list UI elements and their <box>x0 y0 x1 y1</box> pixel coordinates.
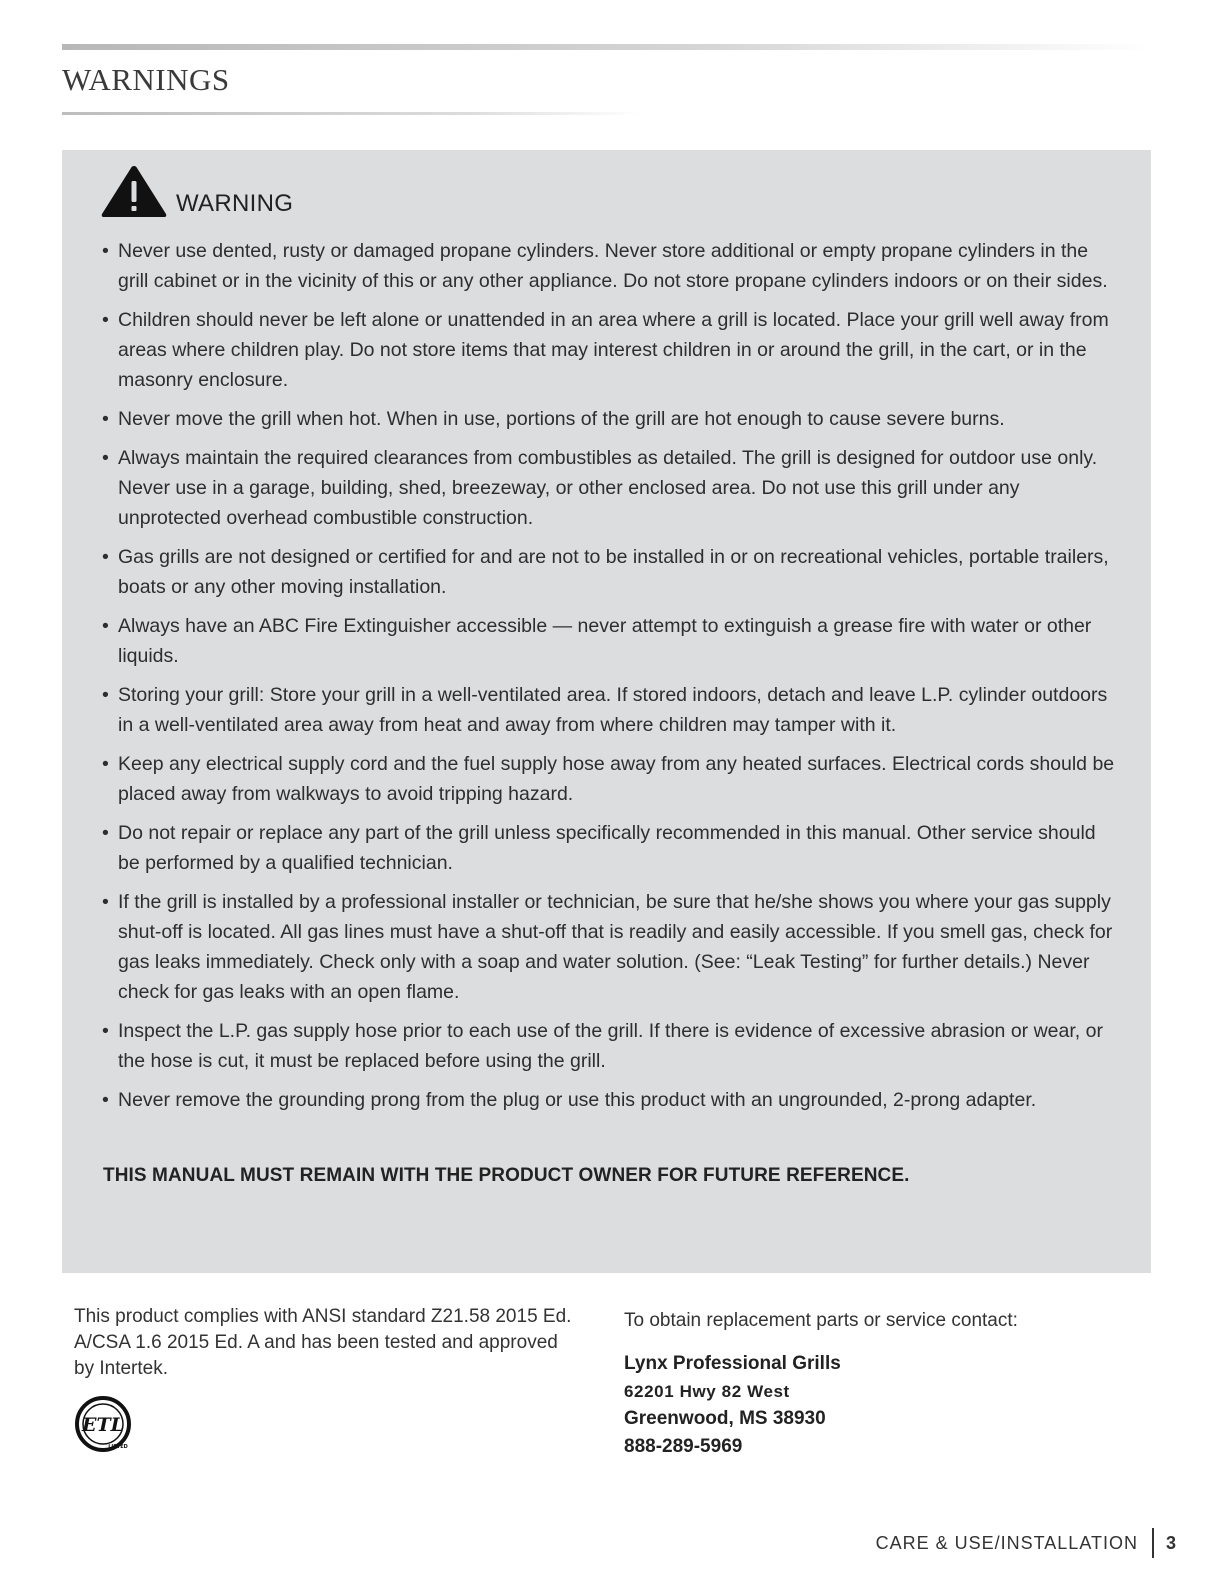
address-line-2: Greenwood, MS 38930 <box>624 1408 826 1429</box>
etl-logo-text: ETL <box>82 1414 124 1436</box>
footer <box>876 1528 1176 1558</box>
address-line-1: 62201 Hwy 82 West <box>624 1381 790 1401</box>
page-number: 3 <box>1165 1532 1176 1553</box>
list-item: • Never move the grill when hot. When in use, portions of the grill are hot enough to cause severe burns. <box>102 404 1122 434</box>
list-item: • Keep any electrical supply cord and the fuel supply hose away from any heated surfaces. Electrical cords should be placed away from walkways to avoid tripping hazard. <box>102 749 1122 809</box>
compliance-text: This product complies with ANSI standard Z21.58 2015 Ed. A/CSA 1.6 2015 Ed. A and has been tested and approved by Intertek. <box>74 1306 572 1379</box>
list-item: • Never remove the grounding prong from the plug or use this product with an ungrounded, 2-prong adapter. <box>102 1085 1122 1115</box>
list-item: • If the grill is installed by a professional installer or technician, be sure that he/she shows you where your gas supply shut-off is located. All gas lines must have a shut-off that is readily and easily accessible. If you smell gas, check for gas leaks immediately. Check only with a soap and water solution. (See: “Leak Testing” for further details.) Never check for gas leaks with an open flame. <box>102 887 1122 1007</box>
page-title: WARNINGS <box>62 62 230 97</box>
manual-note: THIS MANUAL MUST REMAIN WITH THE PRODUCT OWNER FOR FUTURE REFERENCE. <box>103 1165 910 1186</box>
warning-triangle-icon <box>100 164 168 218</box>
phone-number: 888-289-5969 <box>624 1435 743 1457</box>
etl-listed-icon <box>74 1395 132 1453</box>
footer-section: CARE & USE/INSTALLATION <box>875 1532 1138 1553</box>
top-rule <box>62 44 1152 50</box>
contact-intro: To obtain replacement parts or service contact: <box>624 1310 1018 1331</box>
list-item: • Inspect the L.P. gas supply hose prior to each use of the grill. If there is evidence of excessive abrasion or wear, or the hose is cut, it must be replaced before using the grill. <box>102 1016 1122 1076</box>
contact-block <box>624 1350 841 1460</box>
etl-logo-subtext: LISTED <box>108 1444 128 1450</box>
warning-box <box>62 150 1151 1273</box>
list-item: • Always have an ABC Fire Extinguisher accessible — never attempt to extinguish a grease fire with water or other liquids. <box>102 611 1122 671</box>
list-item: • Storing your grill: Store your grill in a well-ventilated area. If stored indoors, detach and leave L.P. cylinder outdoors in a well-ventilated area away from heat and away from where children may tamper with it. <box>102 680 1122 740</box>
company-name: Lynx Professional Grills <box>624 1353 841 1374</box>
list-item: • Never use dented, rusty or damaged propane cylinders. Never store additional or empty propane cylinders in the grill cabinet or in the vicinity of this or any other appliance. Do not store propane cylinders indoors or on their sides. <box>102 236 1122 296</box>
warning-heading: WARNING <box>176 190 294 217</box>
warning-list <box>102 236 1122 1124</box>
warning-header <box>100 162 293 218</box>
list-item: • Always maintain the required clearances from combustibles as detailed. The grill is designed for outdoor use only. Never use in a garage, building, shed, breezeway, or other enclosed area. Do not use this grill under any unprotected overhead combustible construction. <box>102 443 1122 533</box>
list-item: • Do not repair or replace any part of the grill unless specifically recommended in this manual. Other service should be performed by a qualified technician. <box>102 818 1122 878</box>
title-rule <box>62 112 642 115</box>
list-item: • Gas grills are not designed or certified for and are not to be installed in or on recreational vehicles, portable trailers, boats or any other moving installation. <box>102 542 1122 602</box>
footer-divider <box>1152 1528 1154 1558</box>
list-item: • Children should never be left alone or unattended in an area where a grill is located. Place your grill well away from areas where children play. Do not store items that may interest children in or around the grill, in the cart, or in the masonry enclosure. <box>102 305 1122 395</box>
